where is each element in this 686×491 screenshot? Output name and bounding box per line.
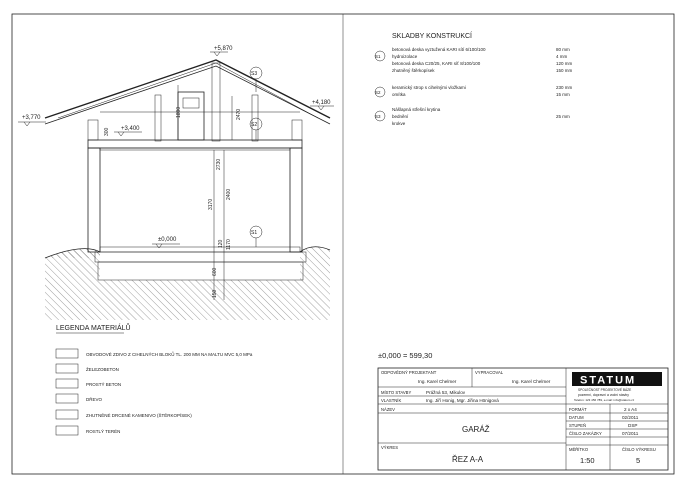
drawing-name: ŘEZ A-A bbox=[452, 455, 484, 464]
svg-text:OBVODOVÉ ZDIVO Z CIHELNÝCH BLO: OBVODOVÉ ZDIVO Z CIHELNÝCH BLOKŮ TL. 200 MM NA MALTU MVC 5,0 MPa bbox=[86, 352, 253, 357]
drawing-title: GARÁŽ bbox=[462, 425, 490, 434]
svg-text:1:50: 1:50 bbox=[580, 456, 595, 465]
svg-text:DSP: DSP bbox=[628, 423, 638, 428]
svg-text:VLASTNÍK: VLASTNÍK bbox=[381, 398, 402, 403]
svg-text:+5,870: +5,870 bbox=[214, 46, 233, 52]
svg-text:keramický strop s cihelnými vl: keramický strop s cihelnými vložkami bbox=[392, 85, 466, 90]
gravel-layer bbox=[95, 252, 306, 262]
svg-text:ČÍSLO VÝKRESU: ČÍSLO VÝKRESU bbox=[622, 447, 656, 452]
svg-text:ZHUTNĚNÉ DRCENÉ KAMENIVO (ŠTĚR: ZHUTNĚNÉ DRCENÉ KAMENIVO (ŠTĚRKOPÍSEK) bbox=[86, 413, 192, 418]
svg-text:80 mm: 80 mm bbox=[556, 47, 570, 52]
svg-text:+3,770: +3,770 bbox=[22, 115, 41, 121]
svg-text:S3: S3 bbox=[375, 114, 381, 119]
wall-left bbox=[88, 148, 100, 252]
legend-swatch-soil bbox=[56, 426, 78, 435]
svg-text:VYPRACOVAL: VYPRACOVAL bbox=[475, 370, 504, 375]
svg-text:Ing. Karel Chelmer: Ing. Karel Chelmer bbox=[418, 379, 457, 384]
svg-text:120 mm: 120 mm bbox=[556, 61, 573, 66]
ceiling-slab bbox=[88, 140, 302, 148]
svg-text:07/2011: 07/2011 bbox=[622, 431, 639, 436]
svg-text:S3: S3 bbox=[251, 71, 258, 77]
svg-text:pozemní, dopravní a vodní stav: pozemní, dopravní a vodní stavby bbox=[578, 393, 629, 397]
foundation-strip bbox=[98, 262, 303, 280]
svg-text:+3,400: +3,400 bbox=[121, 126, 140, 132]
svg-text:4 mm: 4 mm bbox=[556, 54, 568, 59]
svg-text:omítka: omítka bbox=[392, 92, 406, 97]
svg-text:DŘEVO: DŘEVO bbox=[86, 397, 103, 402]
datum-note: ±0,000 = 599,30 bbox=[378, 351, 433, 360]
composition-group-S1 bbox=[375, 47, 573, 73]
svg-text:betonová deska C20/25, KARI sí: betonová deska C20/25, KARI síť 8/100/100 bbox=[392, 61, 481, 66]
svg-text:Nášlapná střešní krytina: Nášlapná střešní krytina bbox=[392, 107, 441, 112]
dim-2730: 2730 bbox=[216, 158, 222, 170]
svg-text:02/2011: 02/2011 bbox=[622, 415, 639, 420]
svg-text:STATUM: STATUM bbox=[580, 374, 637, 387]
legend-item-soil bbox=[56, 426, 120, 435]
height-mark-floor bbox=[152, 237, 180, 248]
legend-swatch-concrete bbox=[56, 379, 78, 388]
svg-text:DATUM: DATUM bbox=[569, 415, 584, 420]
svg-text:150 mm: 150 mm bbox=[556, 68, 573, 73]
dim-3170: 3170 bbox=[208, 198, 214, 210]
legend-item-rc bbox=[56, 364, 119, 373]
dim-2400: 2400 bbox=[226, 188, 232, 200]
svg-text:5: 5 bbox=[636, 456, 641, 465]
composition-group-S3 bbox=[375, 107, 570, 126]
svg-text:VÝKRES: VÝKRES bbox=[381, 445, 398, 450]
wall-right bbox=[290, 148, 302, 252]
svg-text:SPOLEČNOST PROJEKTOVÉ BÁZE: SPOLEČNOST PROJEKTOVÉ BÁZE bbox=[578, 388, 632, 392]
height-mark-ridge bbox=[210, 46, 233, 56]
legend-swatch-wood bbox=[56, 394, 78, 403]
svg-text:ODPOVĚDNÝ PROJEKTANT: ODPOVĚDNÝ PROJEKTANT bbox=[381, 370, 437, 375]
compositions-table bbox=[375, 31, 573, 126]
svg-text:PROSTÝ BETON: PROSTÝ BETON bbox=[86, 382, 122, 387]
dim-300: 300 bbox=[104, 127, 110, 136]
height-mark-eave-left bbox=[18, 115, 46, 126]
svg-text:STUPEŇ: STUPEŇ bbox=[569, 423, 586, 428]
svg-text:Prážná 53, Mikulov: Prážná 53, Mikulov bbox=[426, 390, 466, 395]
legend-item-gravel bbox=[56, 410, 192, 419]
legend-swatch-brick bbox=[56, 349, 78, 358]
compositions-title: SKLADBY KONSTRUKCÍ bbox=[392, 33, 473, 40]
ridge-post bbox=[212, 63, 220, 141]
title-block bbox=[378, 368, 668, 470]
legend-swatch-gravel bbox=[56, 410, 78, 419]
svg-text:+4,180: +4,180 bbox=[312, 100, 331, 106]
svg-text:MÍSTO STAVBY: MÍSTO STAVBY bbox=[381, 390, 412, 395]
svg-text:15 mm: 15 mm bbox=[556, 92, 570, 97]
svg-text:FORMÁT: FORMÁT bbox=[569, 407, 587, 412]
statum-logo bbox=[572, 372, 662, 402]
height-mark-ceiling bbox=[114, 126, 142, 136]
svg-text:S1: S1 bbox=[375, 54, 381, 59]
svg-text:krokve: krokve bbox=[392, 121, 406, 126]
svg-text:Ing. Jiří Honig, Mgr. Jiřina H: Ing. Jiří Honig, Mgr. Jiřina Hönigová bbox=[426, 398, 499, 403]
legend-item-wood bbox=[56, 394, 103, 403]
legend-item-concrete bbox=[56, 379, 121, 388]
marker-S1 bbox=[250, 226, 262, 247]
materials-legend bbox=[56, 323, 253, 435]
terrain-hatch bbox=[45, 247, 330, 320]
svg-text:Ing. Karel Chelmer: Ing. Karel Chelmer bbox=[512, 379, 551, 384]
height-mark-eave-right bbox=[310, 100, 334, 110]
svg-text:bednění: bednění bbox=[392, 114, 409, 119]
legend-title: LEGENDA MATERIÁLŮ bbox=[56, 325, 131, 332]
svg-text:25 mm: 25 mm bbox=[556, 114, 570, 119]
dim-1170: 1170 bbox=[226, 239, 232, 250]
legend-item-brick bbox=[56, 349, 253, 358]
svg-text:ČÍSLO ZAKÁZKY: ČÍSLO ZAKÁZKY bbox=[569, 431, 602, 436]
svg-text:2 x A4: 2 x A4 bbox=[624, 407, 637, 412]
dim-600: 600 bbox=[212, 267, 218, 276]
svg-text:Telefon: 123 456 789, e-mail:: Telefon: 123 456 789, e-mail: info@statum.cz bbox=[574, 398, 635, 402]
svg-text:±0,000: ±0,000 bbox=[158, 237, 177, 243]
svg-text:S1: S1 bbox=[251, 230, 258, 236]
floor-slab bbox=[100, 247, 300, 252]
svg-text:NÁZEV: NÁZEV bbox=[381, 407, 395, 412]
svg-text:ŽELEZOBETON: ŽELEZOBETON bbox=[86, 367, 119, 372]
svg-text:betonová deska vyztužená KARI: betonová deska vyztužená KARI sítí 6/100/100 bbox=[392, 47, 486, 52]
composition-group-S2 bbox=[375, 85, 573, 97]
svg-text:S2: S2 bbox=[251, 122, 258, 128]
svg-text:MĚŘÍTKO: MĚŘÍTKO bbox=[569, 447, 589, 452]
legend-swatch-rc bbox=[56, 364, 78, 373]
svg-text:230 mm: 230 mm bbox=[556, 85, 573, 90]
dim-150: 150 bbox=[212, 289, 218, 298]
svg-text:ROSTLÝ TERÉN: ROSTLÝ TERÉN bbox=[86, 429, 121, 434]
svg-text:hydroizolace: hydroizolace bbox=[392, 54, 418, 59]
dim-2470: 2470 bbox=[236, 108, 242, 120]
svg-text:zhutněný štěrkopísek: zhutněný štěrkopísek bbox=[392, 68, 435, 73]
section-drawing bbox=[18, 46, 334, 320]
svg-text:S2: S2 bbox=[375, 90, 381, 95]
dim-120: 120 bbox=[218, 239, 224, 248]
dim-1890: 1890 bbox=[176, 106, 182, 118]
